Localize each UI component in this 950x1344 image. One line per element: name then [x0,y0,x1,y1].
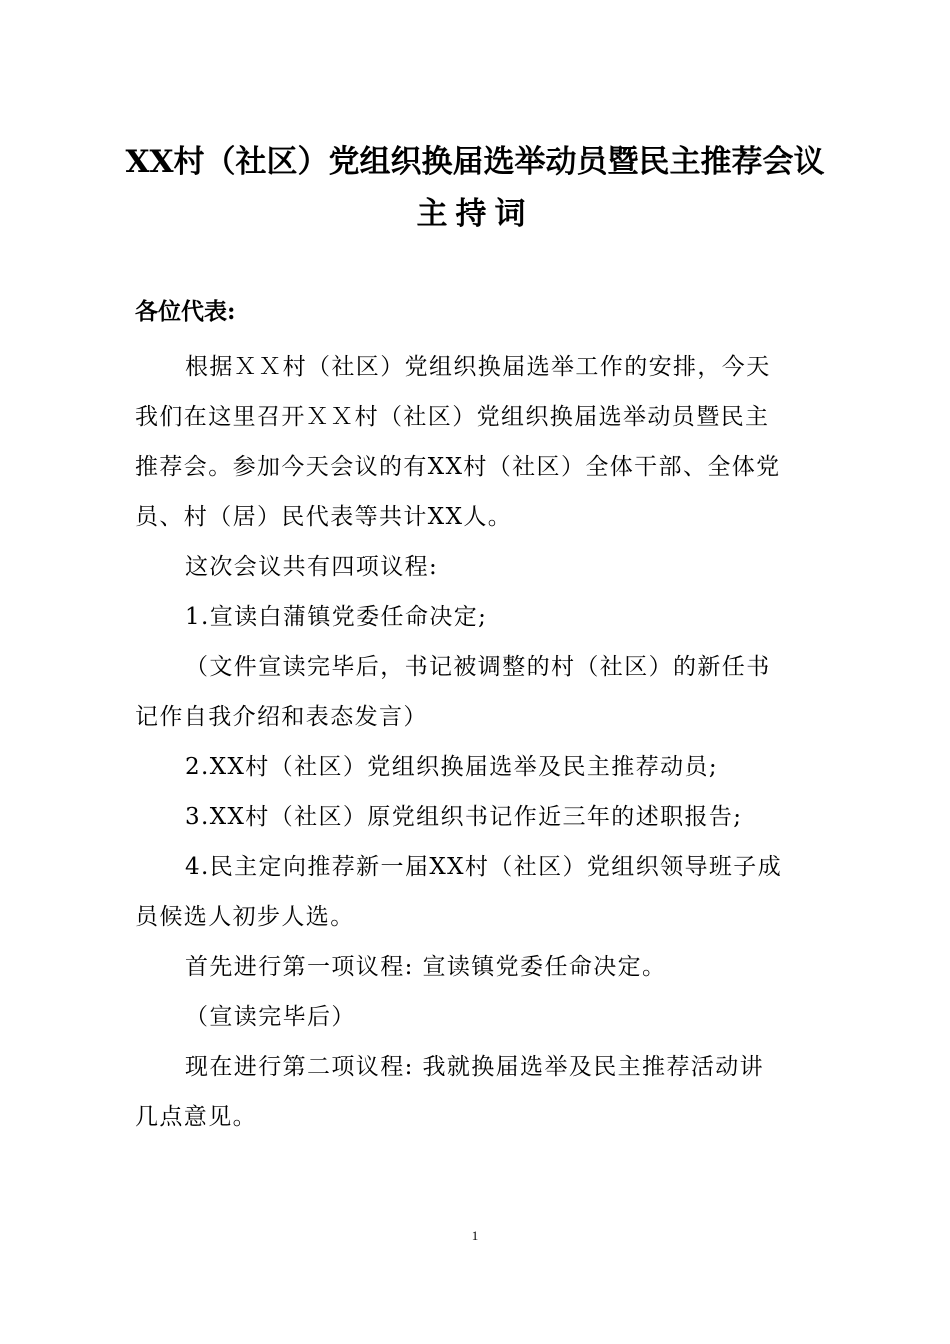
paragraph-line: （文件宣读完毕后，书记被调整的村（社区）的新任书 [185,654,771,680]
paragraph-line: （宣读完毕后） [185,1004,356,1030]
agenda-item: 2.XX村（社区）党组织换届选举及民主推荐动员; [185,754,719,780]
paragraph-line: 根据ＸＸ村（社区）党组织换届选举工作的安排，今天 [185,354,771,380]
paragraph-line: 推荐会。参加今天会议的有XX村（社区）全体干部、全体党 [135,454,781,480]
document-title-line-1: XX村（社区）党组织换届选举动员暨民主推荐会议 [125,144,825,180]
agenda-item: 1.宣读白蒲镇党委任命决定; [185,604,488,630]
agenda-item: 4.民主定向推荐新一届XX村（社区）党组织领导班子成 [185,854,783,880]
document-title-line-2: 主持词 [416,196,534,232]
paragraph-line: 现在进行第二项议程: 我就换届选举及民主推荐活动讲 [185,1054,765,1080]
paragraph-line: 员、村（居）民代表等共计XX人。 [135,504,513,530]
paragraph-line: 我们在这里召开ＸＸ村（社区）党组织换届选举动员暨民主 [135,404,770,430]
paragraph-line: 记作自我介绍和表态发言） [135,704,428,730]
paragraph-line: 几点意见。 [135,1104,257,1130]
paragraph-line: 首先进行第一项议程: 宣读镇党委任命决定。 [185,954,667,980]
salutation: 各位代表: [135,298,236,325]
body-text [135,342,811,1142]
paragraph-line: 这次会议共有四项议程: [185,554,439,580]
agenda-item: 3.XX村（社区）原党组织书记作近三年的述职报告; [185,804,743,830]
paragraph-line: 员候选人初步人选。 [135,904,355,930]
page-number: 1 [471,1228,479,1243]
